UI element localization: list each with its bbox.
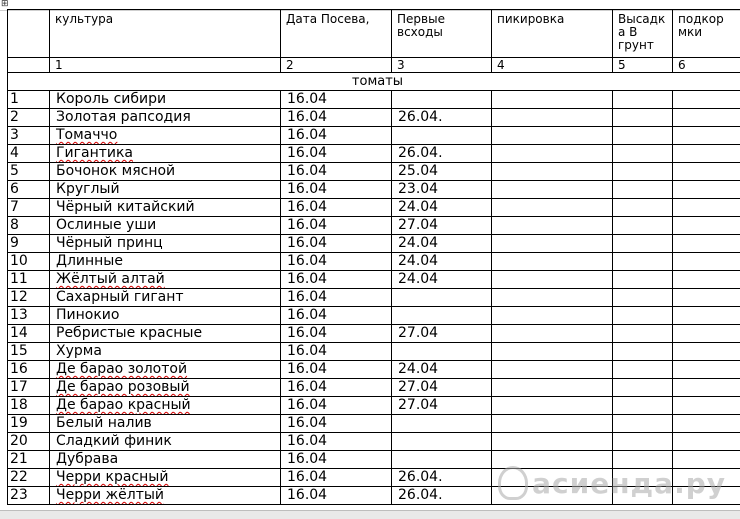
table-row <box>8 415 740 433</box>
watermark-text: асиенда.ру <box>532 467 726 500</box>
planting-out-cell[interactable] <box>613 379 673 397</box>
culture-name-cell[interactable]: Бочонок мясной <box>50 163 281 181</box>
sprouts-date-cell[interactable] <box>392 91 492 109</box>
spellcheck-flagged-text: Гигантика <box>56 145 133 161</box>
row-number-cell[interactable]: 7 <box>8 199 50 217</box>
planting-out-cell[interactable] <box>613 181 673 199</box>
culture-name-cell[interactable]: Золотая рапсодия <box>50 109 281 127</box>
row-number-cell[interactable]: 3 <box>8 127 50 145</box>
sowing-date-cell[interactable]: 16.04 <box>281 415 392 433</box>
pricking-cell[interactable] <box>492 91 613 109</box>
culture-name-cell[interactable]: Чёрный китайский <box>50 199 281 217</box>
column-number-cell[interactable] <box>8 58 50 73</box>
sprouts-date-cell[interactable]: 25.04 <box>392 163 492 181</box>
culture-name-cell[interactable] <box>50 397 281 415</box>
culture-name-cell[interactable]: Сладкий финик <box>50 433 281 451</box>
feeding-cell[interactable] <box>673 109 740 127</box>
sprouts-date-cell[interactable] <box>392 307 492 325</box>
planting-out-cell[interactable] <box>613 235 673 253</box>
feeding-cell[interactable] <box>673 145 740 163</box>
row-number-cell[interactable]: 8 <box>8 217 50 235</box>
culture-name-cell[interactable]: Ослиные уши <box>50 217 281 235</box>
pricking-cell[interactable] <box>492 361 613 379</box>
feeding-cell[interactable] <box>673 199 740 217</box>
planting-out-cell[interactable] <box>613 415 673 433</box>
column-number-cell[interactable]: 2 <box>281 58 392 73</box>
header-cell-sowing-date[interactable]: Дата Посева, <box>281 10 392 58</box>
sprouts-date-cell[interactable]: 26.04. <box>392 109 492 127</box>
watermark-logo-icon <box>498 466 528 500</box>
row-number-cell[interactable]: 4 <box>8 145 50 163</box>
sowing-date-cell[interactable]: 16.04 <box>281 127 392 145</box>
feeding-cell[interactable] <box>673 307 740 325</box>
culture-name-cell[interactable]: Хурма <box>50 343 281 361</box>
row-number-cell[interactable]: 10 <box>8 253 50 271</box>
pricking-cell[interactable] <box>492 415 613 433</box>
table-row <box>8 181 740 199</box>
sprouts-date-cell[interactable] <box>392 415 492 433</box>
culture-name-cell[interactable]: Сахарный гигант <box>50 289 281 307</box>
row-number-cell[interactable]: 6 <box>8 181 50 199</box>
row-number-cell[interactable]: 1 <box>8 91 50 109</box>
planting-out-cell[interactable] <box>613 217 673 235</box>
culture-name-cell[interactable]: Король сибири <box>50 91 281 109</box>
table-row <box>8 91 740 109</box>
header-row <box>8 10 740 58</box>
row-number-cell[interactable]: 22 <box>8 469 50 487</box>
spellcheck-flagged-text: Де барао красный <box>56 397 191 413</box>
feeding-cell[interactable] <box>673 253 740 271</box>
sowing-date-cell[interactable]: 16.04 <box>281 199 392 217</box>
culture-name-cell[interactable] <box>50 361 281 379</box>
table-row <box>8 433 740 451</box>
row-number-cell[interactable]: 20 <box>8 433 50 451</box>
table-row <box>8 397 740 415</box>
feeding-cell[interactable] <box>673 217 740 235</box>
planting-out-cell[interactable] <box>613 361 673 379</box>
pricking-cell[interactable] <box>492 433 613 451</box>
header-cell-pricking[interactable]: пикировка <box>492 10 613 58</box>
culture-name-cell[interactable]: Ребристые красные <box>50 325 281 343</box>
spellcheck-flagged-text: Томаччо <box>56 127 117 143</box>
sowing-date-cell[interactable]: 16.04 <box>281 397 392 415</box>
table-row <box>8 253 740 271</box>
header-cell-planting-out[interactable]: Высадк а В грунт <box>613 10 673 58</box>
table-row <box>8 145 740 163</box>
row-number-cell[interactable]: 5 <box>8 163 50 181</box>
table-row <box>8 217 740 235</box>
table-row <box>8 235 740 253</box>
column-number-cell[interactable]: 4 <box>492 58 613 73</box>
planting-out-cell[interactable] <box>613 397 673 415</box>
column-number-cell[interactable]: 3 <box>392 58 492 73</box>
planting-out-cell[interactable] <box>613 163 673 181</box>
feeding-cell[interactable] <box>673 271 740 289</box>
sowing-date-cell[interactable]: 16.04 <box>281 307 392 325</box>
sowing-date-cell[interactable]: 16.04 <box>281 181 392 199</box>
spellcheck-flagged-text: Жёлтый алтай <box>56 271 165 287</box>
sowing-date-cell[interactable]: 16.04 <box>281 217 392 235</box>
sowing-date-cell[interactable]: 16.04 <box>281 361 392 379</box>
sprouts-date-cell[interactable] <box>392 433 492 451</box>
pricking-cell[interactable] <box>492 325 613 343</box>
header-cell-number[interactable] <box>8 10 50 58</box>
sowing-date-cell[interactable]: 16.04 <box>281 163 392 181</box>
row-number-cell[interactable]: 17 <box>8 379 50 397</box>
feeding-cell[interactable] <box>673 343 740 361</box>
column-number-row <box>8 58 740 73</box>
pricking-cell[interactable] <box>492 397 613 415</box>
planting-out-cell[interactable] <box>613 307 673 325</box>
column-number-cell[interactable]: 5 <box>613 58 673 73</box>
feeding-cell[interactable] <box>673 235 740 253</box>
column-number-cell[interactable]: 6 <box>673 58 740 73</box>
row-number-cell[interactable]: 11 <box>8 271 50 289</box>
feeding-cell[interactable] <box>673 127 740 145</box>
spellcheck-flagged-text: Черри жёлтый <box>56 487 164 503</box>
section-title-tomatoes[interactable]: томаты <box>8 73 740 91</box>
row-number-cell[interactable]: 9 <box>8 235 50 253</box>
pricking-cell[interactable] <box>492 307 613 325</box>
culture-name-cell[interactable]: Длинные <box>50 253 281 271</box>
table-row <box>8 289 740 307</box>
pricking-cell[interactable] <box>492 127 613 145</box>
sprouts-date-cell[interactable] <box>392 127 492 145</box>
sprouts-date-cell[interactable]: 24.04 <box>392 253 492 271</box>
column-number-cell[interactable]: 1 <box>50 58 281 73</box>
header-cell-feeding[interactable]: подкор мки <box>673 10 740 58</box>
pricking-cell[interactable] <box>492 181 613 199</box>
spellcheck-flagged-text: Де барао розовый <box>56 379 190 395</box>
sowing-date-cell[interactable]: 16.04 <box>281 109 392 127</box>
pricking-cell[interactable] <box>492 289 613 307</box>
row-number-cell[interactable]: 13 <box>8 307 50 325</box>
table-row <box>8 325 740 343</box>
table-row <box>8 361 740 379</box>
sprouts-date-cell[interactable]: 24.04 <box>392 361 492 379</box>
pricking-cell[interactable] <box>492 109 613 127</box>
pricking-cell[interactable] <box>492 163 613 181</box>
sprouts-date-cell[interactable]: 24.04 <box>392 271 492 289</box>
spellcheck-flagged-text: Де барао золотой <box>56 361 187 377</box>
sowing-date-cell[interactable]: 16.04 <box>281 91 392 109</box>
feeding-cell[interactable] <box>673 325 740 343</box>
sprouts-date-cell[interactable]: 27.04 <box>392 397 492 415</box>
section-row <box>8 73 740 91</box>
table-row <box>8 199 740 217</box>
sowing-date-cell[interactable]: 16.04 <box>281 145 392 163</box>
sowing-date-cell[interactable]: 16.04 <box>281 325 392 343</box>
header-cell-first-sprouts[interactable]: Первые всходы <box>392 10 492 58</box>
sowing-date-cell[interactable]: 16.04 <box>281 469 392 487</box>
row-number-cell[interactable]: 23 <box>8 487 50 505</box>
feeding-cell[interactable] <box>673 415 740 433</box>
sprouts-date-cell[interactable]: 27.04 <box>392 325 492 343</box>
culture-name-cell[interactable] <box>50 271 281 289</box>
sowing-date-cell[interactable]: 16.04 <box>281 253 392 271</box>
row-number-cell[interactable]: 19 <box>8 415 50 433</box>
planting-out-cell[interactable] <box>613 127 673 145</box>
sowing-date-cell[interactable]: 16.04 <box>281 289 392 307</box>
pricking-cell[interactable] <box>492 379 613 397</box>
pricking-cell[interactable] <box>492 253 613 271</box>
table-row <box>8 307 740 325</box>
row-number-cell[interactable]: 21 <box>8 451 50 469</box>
sprouts-date-cell[interactable]: 23.04 <box>392 181 492 199</box>
table-row <box>8 109 740 127</box>
feeding-cell[interactable] <box>673 181 740 199</box>
feeding-cell[interactable] <box>673 397 740 415</box>
culture-name-cell[interactable] <box>50 127 281 145</box>
culture-name-cell[interactable] <box>50 145 281 163</box>
sprouts-date-cell[interactable]: 27.04 <box>392 217 492 235</box>
planting-out-cell[interactable] <box>613 145 673 163</box>
table-row <box>8 343 740 361</box>
sprouts-date-cell[interactable] <box>392 343 492 361</box>
sprouts-date-cell[interactable]: 24.04 <box>392 199 492 217</box>
sprouts-date-cell[interactable] <box>392 289 492 307</box>
pricking-cell[interactable] <box>492 217 613 235</box>
sprouts-date-cell[interactable]: 26.04. <box>392 145 492 163</box>
row-number-cell[interactable]: 18 <box>8 397 50 415</box>
sprouts-date-cell[interactable] <box>392 451 492 469</box>
spellcheck-flagged-text: Черри красный <box>56 469 168 485</box>
planting-out-cell[interactable] <box>613 271 673 289</box>
feeding-cell[interactable] <box>673 163 740 181</box>
feeding-cell[interactable] <box>673 289 740 307</box>
sprouts-date-cell[interactable]: 27.04 <box>392 379 492 397</box>
row-number-cell[interactable]: 15 <box>8 343 50 361</box>
culture-name-cell[interactable] <box>50 379 281 397</box>
table-move-handle-icon[interactable]: ⊞ <box>1 0 9 9</box>
table-row <box>8 163 740 181</box>
sprouts-date-cell[interactable]: 26.04. <box>392 487 492 505</box>
planting-out-cell[interactable] <box>613 109 673 127</box>
sowing-date-cell[interactable]: 16.04 <box>281 487 392 505</box>
table-row <box>8 127 740 145</box>
pricking-cell[interactable] <box>492 145 613 163</box>
feeding-cell[interactable] <box>673 361 740 379</box>
culture-name-cell[interactable]: Чёрный принц <box>50 235 281 253</box>
planting-out-cell[interactable] <box>613 253 673 271</box>
sowing-date-cell[interactable]: 16.04 <box>281 433 392 451</box>
sowing-date-cell[interactable]: 16.04 <box>281 379 392 397</box>
culture-name-cell[interactable] <box>50 469 281 487</box>
site-watermark <box>498 466 726 500</box>
sowing-date-cell[interactable]: 16.04 <box>281 343 392 361</box>
row-number-cell[interactable]: 14 <box>8 325 50 343</box>
pricking-cell[interactable] <box>492 235 613 253</box>
planting-out-cell[interactable] <box>613 343 673 361</box>
pricking-cell[interactable] <box>492 199 613 217</box>
row-number-cell[interactable]: 2 <box>8 109 50 127</box>
table-row <box>8 271 740 289</box>
culture-name-cell[interactable]: Белый налив <box>50 415 281 433</box>
table-row <box>8 379 740 397</box>
sowing-date-cell[interactable]: 16.04 <box>281 451 392 469</box>
pricking-cell[interactable] <box>492 271 613 289</box>
row-number-cell[interactable]: 16 <box>8 361 50 379</box>
feeding-cell[interactable] <box>673 91 740 109</box>
feeding-cell[interactable] <box>673 379 740 397</box>
planting-out-cell[interactable] <box>613 91 673 109</box>
culture-name-cell[interactable] <box>50 487 281 505</box>
culture-name-cell[interactable]: Дубрава <box>50 451 281 469</box>
row-number-cell[interactable]: 12 <box>8 289 50 307</box>
sowing-date-cell[interactable]: 16.04 <box>281 235 392 253</box>
planting-out-cell[interactable] <box>613 289 673 307</box>
culture-name-cell[interactable]: Круглый <box>50 181 281 199</box>
feeding-cell[interactable] <box>673 433 740 451</box>
sowing-date-cell[interactable]: 16.04 <box>281 271 392 289</box>
planting-out-cell[interactable] <box>613 199 673 217</box>
sprouts-date-cell[interactable]: 24.04 <box>392 235 492 253</box>
sprouts-date-cell[interactable]: 26.04. <box>392 469 492 487</box>
planting-schedule-table <box>7 9 740 505</box>
planting-out-cell[interactable] <box>613 325 673 343</box>
culture-name-cell[interactable]: Пинокио <box>50 307 281 325</box>
planting-out-cell[interactable] <box>613 433 673 451</box>
pricking-cell[interactable] <box>492 343 613 361</box>
header-cell-culture[interactable]: культура <box>50 10 281 58</box>
